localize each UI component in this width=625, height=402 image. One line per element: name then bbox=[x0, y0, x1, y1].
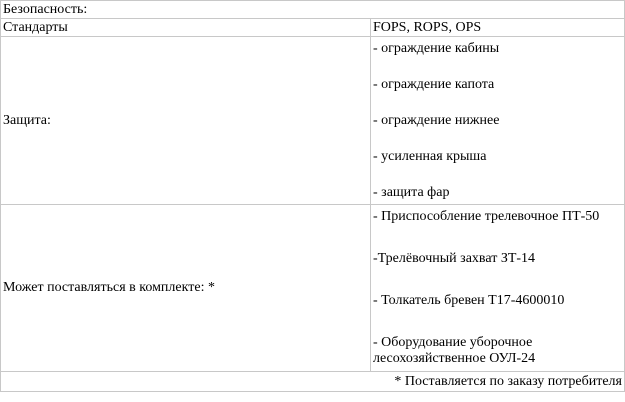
protection-list bbox=[373, 39, 622, 203]
protection-item: - ограждение капота bbox=[373, 76, 495, 92]
standards-value: FOPS, ROPS, OPS bbox=[371, 19, 625, 37]
kit-label: Может поставляться в комплекте: * bbox=[1, 205, 371, 372]
title-row bbox=[1, 1, 625, 19]
protection-item: - ограждение нижнее bbox=[373, 112, 500, 128]
footnote-row bbox=[1, 372, 625, 392]
protection-item: - усиленная крыша bbox=[373, 148, 487, 164]
kit-list bbox=[373, 207, 622, 369]
protection-item: - ограждение кабины bbox=[373, 40, 500, 56]
kit-item: -Трелёвочный захват ЗТ-14 bbox=[373, 251, 536, 266]
protection-list-cell bbox=[371, 37, 625, 205]
kit-row bbox=[1, 205, 625, 372]
standards-row bbox=[1, 19, 625, 37]
protection-label: Защита: bbox=[1, 37, 371, 205]
protection-row bbox=[1, 37, 625, 205]
kit-item: - Толкатель бревен Т17-4600010 bbox=[373, 293, 565, 308]
kit-list-cell bbox=[371, 205, 625, 372]
section-title: Безопасность: bbox=[1, 1, 625, 19]
protection-item: - защита фар bbox=[373, 184, 450, 200]
kit-item: - Оборудование уборочное лесохозяйственное ОУЛ-24 bbox=[373, 335, 536, 366]
standards-label: Стандарты bbox=[1, 19, 371, 37]
kit-item: - Приспособление трелевочное ПТ-50 bbox=[373, 209, 600, 224]
footnote: * Поставляется по заказу потребителя bbox=[1, 372, 625, 392]
